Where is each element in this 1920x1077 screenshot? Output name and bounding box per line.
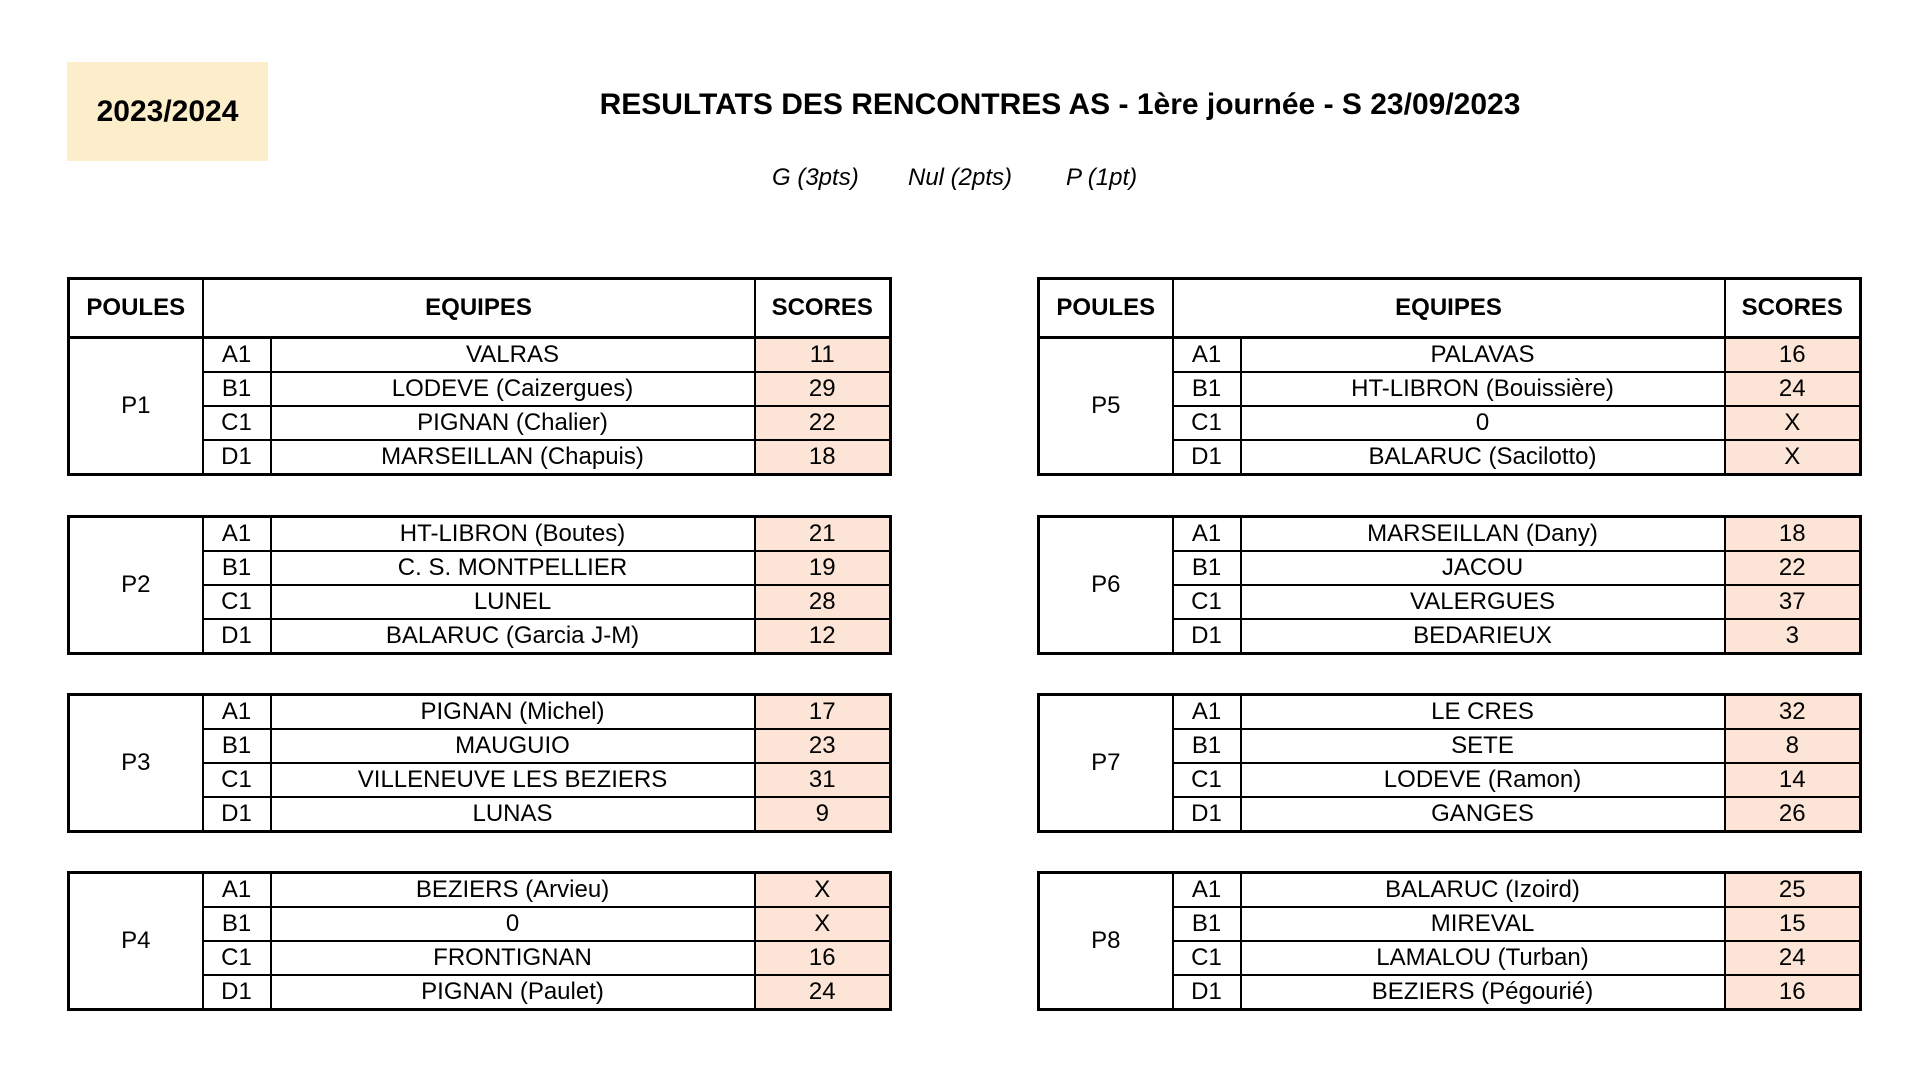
- team-position: D1: [203, 619, 271, 654]
- team-score: X: [1725, 440, 1861, 475]
- team-name: GANGES: [1241, 797, 1725, 832]
- team-score: 22: [755, 406, 891, 440]
- poule-table-p1: [67, 337, 891, 476]
- team-name: PIGNAN (Chalier): [271, 406, 755, 440]
- poule-table-p6: [1037, 515, 1861, 655]
- header-poules: POULES: [1039, 279, 1173, 338]
- team-name: 0: [271, 907, 755, 941]
- team-name: BEDARIEUX: [1241, 619, 1725, 654]
- team-name: FRONTIGNAN: [271, 941, 755, 975]
- poule-name: P6: [1039, 517, 1173, 654]
- team-position: B1: [203, 551, 271, 585]
- team-name: PIGNAN (Michel): [271, 695, 755, 730]
- table-row: [1039, 338, 1861, 372]
- team-name: C. S. MONTPELLIER: [271, 551, 755, 585]
- team-name: BALARUC (Sacilotto): [1241, 440, 1725, 475]
- poule-table-p3: [67, 693, 891, 833]
- poule-name: P4: [69, 873, 203, 1010]
- team-score: 14: [1725, 763, 1861, 797]
- team-score: 18: [1725, 517, 1861, 552]
- header-equipes: EQUIPES: [203, 279, 755, 338]
- page-title: RESULTATS DES RENCONTRES AS - 1ère journée - S 23/09/2023: [599, 88, 1521, 121]
- team-score: 25: [1725, 873, 1861, 908]
- team-name: LUNAS: [271, 797, 755, 832]
- team-score: 11: [755, 338, 891, 372]
- team-name: LUNEL: [271, 585, 755, 619]
- team-name: LE CRES: [1241, 695, 1725, 730]
- team-position: A1: [1173, 517, 1241, 552]
- team-name: BEZIERS (Arvieu): [271, 873, 755, 908]
- team-position: B1: [203, 907, 271, 941]
- poule-name: P7: [1039, 695, 1173, 832]
- poule-name: P3: [69, 695, 203, 832]
- team-position: A1: [203, 517, 271, 552]
- team-position: D1: [1173, 619, 1241, 654]
- team-score: 29: [755, 372, 891, 406]
- team-score: 8: [1725, 729, 1861, 763]
- team-score: 9: [755, 797, 891, 832]
- team-position: A1: [1173, 338, 1241, 372]
- header-scores: SCORES: [755, 279, 891, 338]
- team-position: A1: [203, 338, 271, 372]
- poule-name: P1: [69, 338, 203, 475]
- team-position: C1: [1173, 406, 1241, 440]
- team-score: 15: [1725, 907, 1861, 941]
- team-score: 24: [1725, 941, 1861, 975]
- team-name: MARSEILLAN (Chapuis): [271, 440, 755, 475]
- poule-table-p8: [1037, 871, 1861, 1011]
- team-name: LAMALOU (Turban): [1241, 941, 1725, 975]
- team-score: X: [755, 873, 891, 908]
- team-name: LODEVE (Caizergues): [271, 372, 755, 406]
- team-name: VILLENEUVE LES BEZIERS: [271, 763, 755, 797]
- team-score: 24: [755, 975, 891, 1010]
- team-name: LODEVE (Ramon): [1241, 763, 1725, 797]
- team-name: MAUGUIO: [271, 729, 755, 763]
- team-score: 16: [1725, 975, 1861, 1010]
- table-row: [69, 338, 891, 372]
- team-score: 16: [755, 941, 891, 975]
- team-name: PALAVAS: [1241, 338, 1725, 372]
- team-position: B1: [1173, 551, 1241, 585]
- poule-table-p2: [67, 515, 891, 655]
- team-score: 28: [755, 585, 891, 619]
- team-score: X: [755, 907, 891, 941]
- table-row: [69, 695, 891, 730]
- table-row: [69, 517, 891, 552]
- team-name: BALARUC (Izoird): [1241, 873, 1725, 908]
- team-score: 26: [1725, 797, 1861, 832]
- team-position: A1: [1173, 695, 1241, 730]
- team-position: B1: [203, 372, 271, 406]
- team-position: B1: [1173, 372, 1241, 406]
- team-position: A1: [1173, 873, 1241, 908]
- team-score: 32: [1725, 695, 1861, 730]
- team-name: SETE: [1241, 729, 1725, 763]
- team-position: B1: [203, 729, 271, 763]
- team-score: 18: [755, 440, 891, 475]
- team-score: 23: [755, 729, 891, 763]
- team-position: D1: [1173, 975, 1241, 1010]
- team-name: BEZIERS (Pégourié): [1241, 975, 1725, 1010]
- header-table-left: [67, 277, 891, 339]
- team-name: VALERGUES: [1241, 585, 1725, 619]
- team-name: 0: [1241, 406, 1725, 440]
- team-position: C1: [203, 763, 271, 797]
- legend-draw: Nul (2pts): [908, 164, 1013, 191]
- team-position: B1: [1173, 729, 1241, 763]
- team-position: C1: [1173, 763, 1241, 797]
- team-position: D1: [203, 440, 271, 475]
- team-score: 21: [755, 517, 891, 552]
- team-name: MIREVAL: [1241, 907, 1725, 941]
- header-equipes: EQUIPES: [1173, 279, 1725, 338]
- poule-name: P5: [1039, 338, 1173, 475]
- table-row: [1039, 517, 1861, 552]
- team-score: 22: [1725, 551, 1861, 585]
- team-score: 24: [1725, 372, 1861, 406]
- team-score: 37: [1725, 585, 1861, 619]
- team-score: 17: [755, 695, 891, 730]
- team-score: 31: [755, 763, 891, 797]
- team-score: 19: [755, 551, 891, 585]
- team-position: D1: [1173, 440, 1241, 475]
- team-position: D1: [203, 975, 271, 1010]
- team-name: MARSEILLAN (Dany): [1241, 517, 1725, 552]
- team-position: B1: [1173, 907, 1241, 941]
- team-score: 3: [1725, 619, 1861, 654]
- team-name: HT-LIBRON (Boutes): [271, 517, 755, 552]
- team-position: A1: [203, 873, 271, 908]
- team-position: A1: [203, 695, 271, 730]
- header-table-right: [1037, 277, 1861, 339]
- table-row: [69, 873, 891, 908]
- header-scores: SCORES: [1725, 279, 1861, 338]
- team-score: 16: [1725, 338, 1861, 372]
- team-position: D1: [203, 797, 271, 832]
- team-score: 12: [755, 619, 891, 654]
- team-position: D1: [1173, 797, 1241, 832]
- team-name: BALARUC (Garcia J-M): [271, 619, 755, 654]
- team-position: C1: [203, 941, 271, 975]
- table-row: [1039, 695, 1861, 730]
- team-name: HT-LIBRON (Bouissière): [1241, 372, 1725, 406]
- poule-table-p4: [67, 871, 891, 1011]
- team-position: C1: [203, 406, 271, 440]
- team-position: C1: [1173, 585, 1241, 619]
- header-poules: POULES: [69, 279, 203, 338]
- team-name: VALRAS: [271, 338, 755, 372]
- legend-win: G (3pts): [772, 164, 859, 191]
- team-position: C1: [1173, 941, 1241, 975]
- poule-name: P8: [1039, 873, 1173, 1010]
- season-label: 2023/2024: [67, 62, 268, 161]
- table-row: [1039, 873, 1861, 908]
- poule-table-p5: [1037, 337, 1861, 476]
- team-score: X: [1725, 406, 1861, 440]
- team-name: PIGNAN (Paulet): [271, 975, 755, 1010]
- team-position: C1: [203, 585, 271, 619]
- poule-table-p7: [1037, 693, 1861, 833]
- team-name: JACOU: [1241, 551, 1725, 585]
- legend-loss: P (1pt): [1066, 164, 1138, 191]
- poule-name: P2: [69, 517, 203, 654]
